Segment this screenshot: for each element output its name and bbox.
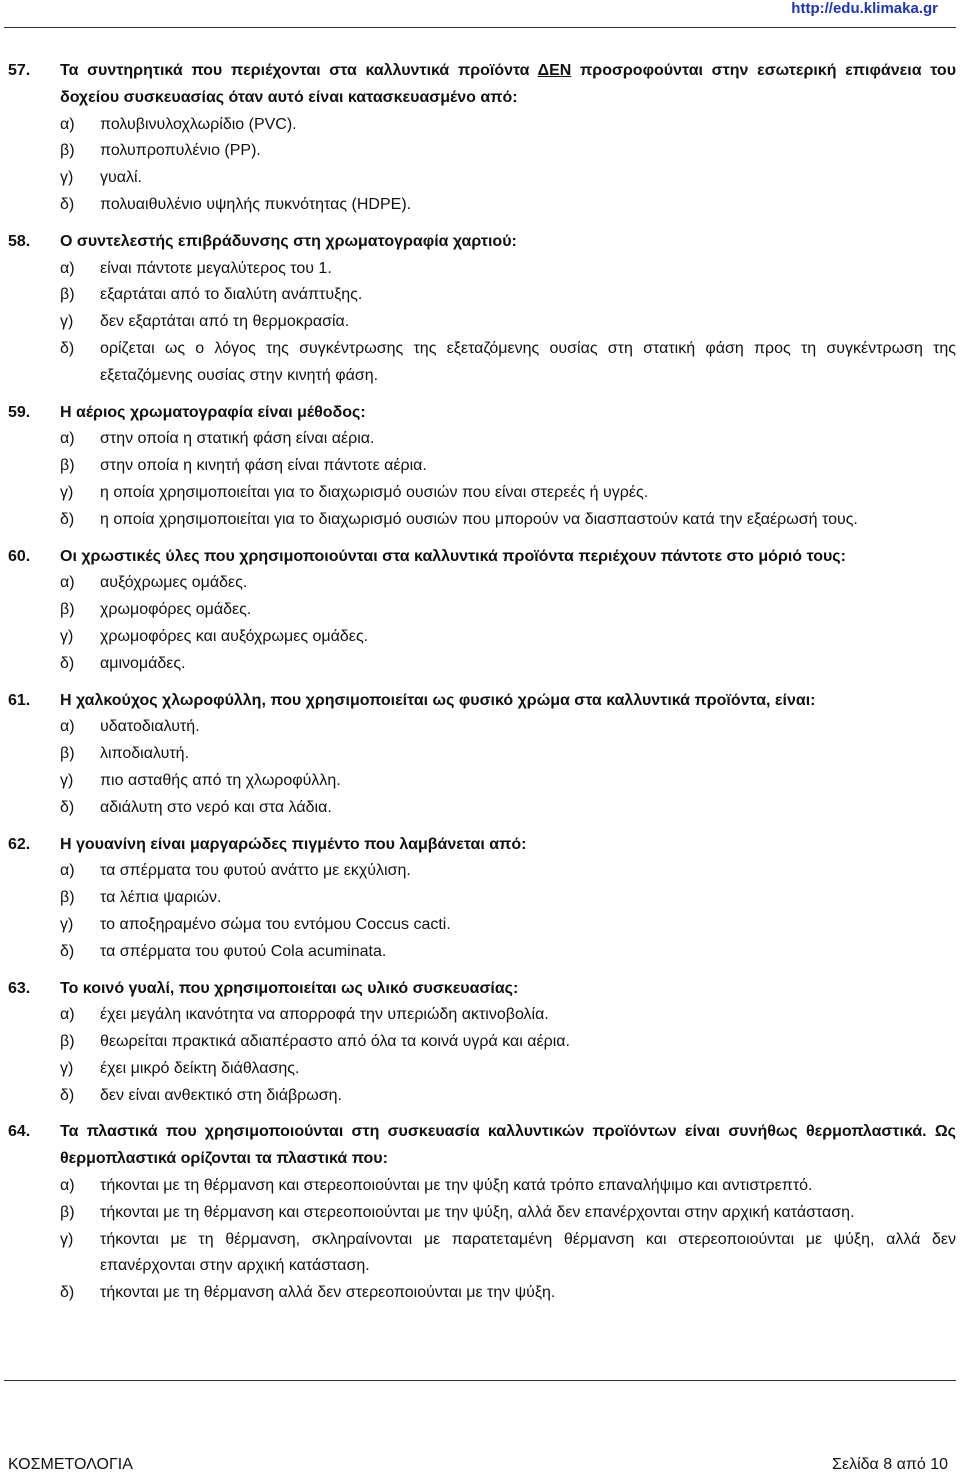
answer-option — [60, 192, 956, 219]
question-text: Οι χρωστικές ύλες που χρησιμοποιούνται στα καλλυντικά προϊόντα περιέχουν πάντοτε στο μόριό τους: — [60, 547, 846, 565]
option-text: στην οποία η κινητή φάση είναι πάντοτε αέρια. — [100, 457, 427, 475]
option-text: εξαρτάται από το διαλύτη ανάπτυξης. — [100, 286, 363, 304]
answer-option — [60, 768, 956, 795]
answer-option — [60, 858, 956, 885]
option-text: τήκονται με τη θέρμανση αλλά δεν στερεοποιούνται με την ψύξη. — [100, 1284, 556, 1302]
option-letter: γ) — [60, 1230, 74, 1248]
option-letter: β) — [60, 601, 75, 619]
answer-option — [60, 282, 956, 309]
question-number: 64. — [8, 1123, 31, 1141]
top-divider — [4, 27, 956, 28]
option-text: χρωμοφόρες ομάδες. — [100, 601, 252, 619]
option-letter: α) — [60, 1177, 75, 1195]
option-letter: δ) — [60, 798, 75, 816]
question-text: Ο συντελεστής επιβράδυνσης στη χρωματογραφία χαρτιού: — [60, 232, 517, 250]
question-57 — [8, 58, 956, 219]
option-text: υδατοδιαλυτή. — [100, 718, 200, 736]
option-text: γυαλί. — [100, 169, 142, 187]
question-number: 60. — [8, 547, 31, 565]
option-text: τήκονται με τη θέρμανση και στερεοποιούνται με την ψύξη κατά τρόπο επαναλήψιμο και αντιστρεπτό. — [100, 1177, 813, 1195]
option-text: δεν είναι ανθεκτικό στη διάβρωση. — [100, 1086, 342, 1104]
option-letter: δ) — [60, 339, 75, 357]
question-number: 59. — [8, 403, 31, 421]
footer-subject: ΚΟΣΜΕΤΟΛΟΓΙΑ — [8, 1456, 133, 1473]
answer-option — [60, 426, 956, 453]
answer-option — [60, 112, 956, 139]
footer-page-number: Σελίδα 8 από 10 — [832, 1456, 948, 1473]
question-header — [8, 229, 956, 256]
question-64 — [8, 1119, 956, 1307]
question-number: 61. — [8, 691, 31, 709]
option-text: τήκονται με τη θέρμανση και στερεοποιούνται με την ψύξη, αλλά δεν επανέρχονται στην αρχική κατάσταση. — [100, 1203, 855, 1221]
answer-option — [60, 1227, 956, 1281]
option-letter: β) — [60, 457, 75, 475]
question-number: 63. — [8, 979, 31, 997]
option-letter: α) — [60, 115, 75, 133]
option-text: ορίζεται ως ο λόγος της συγκέντρωσης της εξεταζόμενης ουσίας στη στατική φάση προς τη συγκέντρωση της εξεταζόμενης ουσίας στην κινητή φάση. — [100, 339, 956, 384]
option-text: τα λέπια ψαριών. — [100, 889, 222, 907]
answer-option — [60, 1083, 956, 1110]
question-text-part: προσροφούνται στην εσωτερική επιφάνεια του δοχείου συσκευασίας όταν αυτό είναι κατασκευασμένο από: — [60, 62, 957, 106]
option-text: τα σπέρματα του φυτού ανάττο με εκχύλιση. — [100, 862, 411, 880]
option-text: θεωρείται πρακτικά αδιαπέραστο από όλα τα κοινά υγρά και αέρια. — [100, 1033, 570, 1051]
option-letter: β) — [60, 286, 75, 304]
option-text: λιποδιαλυτή. — [100, 745, 190, 763]
question-header — [8, 544, 956, 571]
question-number: 58. — [8, 232, 31, 250]
option-text: αδιάλυτη στο νερό και στα λάδια. — [100, 798, 332, 816]
question-number: 57. — [8, 62, 31, 79]
option-list — [60, 1002, 956, 1109]
option-letter: δ) — [60, 942, 75, 960]
option-list — [60, 714, 956, 821]
answer-option — [60, 1173, 956, 1200]
question-text: Η γουανίνη είναι μαργαρώδες πιγμέντο που λαμβάνεται από: — [60, 835, 527, 853]
question-60 — [8, 544, 956, 678]
option-letter: α) — [60, 259, 75, 277]
question-text — [60, 58, 956, 112]
question-text: Το κοινό γυαλί, που χρησιμοποιείται ως υλικό συσκευασίας: — [60, 979, 519, 997]
option-letter: α) — [60, 718, 75, 736]
bottom-divider — [4, 1380, 956, 1381]
answer-option — [60, 138, 956, 165]
question-58 — [8, 229, 956, 390]
answer-option — [60, 795, 956, 822]
option-letter: α) — [60, 1006, 75, 1024]
option-text: έχει μεγάλη ικανότητα να απορροφά την υπεριώδη ακτινοβολία. — [100, 1006, 549, 1024]
question-list — [8, 58, 956, 1317]
answer-option — [60, 597, 956, 624]
option-letter: δ) — [60, 1284, 75, 1302]
option-letter: α) — [60, 574, 75, 592]
question-number: 62. — [8, 835, 31, 853]
question-header — [8, 832, 956, 859]
option-list — [60, 112, 956, 219]
option-letter: α) — [60, 430, 75, 448]
answer-option — [60, 1056, 956, 1083]
answer-option — [60, 309, 956, 336]
option-list — [60, 570, 956, 677]
answer-option — [60, 1029, 956, 1056]
option-letter: δ) — [60, 1086, 75, 1104]
option-text: η οποία χρησιμοποιείται για το διαχωρισμό ουσιών που μπορούν να διασπαστούν κατά την εξαέρωσή τους. — [100, 510, 858, 528]
option-letter: δ) — [60, 195, 75, 213]
answer-option — [60, 480, 956, 507]
answer-option — [60, 939, 956, 966]
option-text: έχει μικρό δείκτη διάθλασης. — [100, 1059, 300, 1077]
option-letter: δ) — [60, 654, 75, 672]
answer-option — [60, 1280, 956, 1307]
question-header — [8, 1119, 956, 1173]
answer-option — [60, 741, 956, 768]
answer-option — [60, 256, 956, 283]
question-text-emphasis: ΔΕΝ — [537, 62, 572, 79]
option-list — [60, 858, 956, 965]
option-text: χρωμοφόρες και αυξόχρωμες ομάδες. — [100, 627, 369, 645]
option-letter: β) — [60, 745, 75, 763]
option-text: τα σπέρματα του φυτού Cola acuminata. — [100, 942, 387, 960]
answer-option — [60, 1200, 956, 1227]
answer-option — [60, 624, 956, 651]
question-header — [8, 976, 956, 1003]
option-text: αμινομάδες. — [100, 654, 186, 672]
option-letter: β) — [60, 142, 75, 160]
option-letter: γ) — [60, 483, 74, 501]
option-text: πολυπροπυλένιο (PP). — [100, 142, 261, 160]
option-text: πιο ασταθής από τη χλωροφύλλη. — [100, 771, 341, 789]
option-text: είναι πάντοτε μεγαλύτερος του 1. — [100, 259, 332, 277]
option-text: τήκονται με τη θέρμανση, σκληραίνονται με παρατεταμένη θέρμανση και στερεοποιούνται με ψύξη, αλλά δεν επανέρχονται στην αρχική κατάσταση. — [100, 1230, 956, 1275]
option-text: δεν εξαρτάται από τη θερμοκρασία. — [100, 313, 350, 331]
option-list — [60, 426, 956, 533]
answer-option — [60, 912, 956, 939]
answer-option — [60, 165, 956, 192]
option-letter: β) — [60, 889, 75, 907]
answer-option — [60, 714, 956, 741]
answer-option — [60, 507, 956, 534]
option-letter: γ) — [60, 169, 74, 187]
answer-option — [60, 453, 956, 480]
header-url[interactable]: http://edu.klimaka.gr — [791, 0, 938, 17]
answer-option — [60, 336, 956, 390]
question-header — [8, 688, 956, 715]
option-letter: β) — [60, 1203, 75, 1221]
question-62 — [8, 832, 956, 966]
question-text: Τα πλαστικά που χρησιμοποιούνται στη συσκευασία καλλυντικών προϊόντων είναι συνήθως θερμοπλαστικά. Ως θερμοπλαστικά ορίζονται τα πλαστικά που: — [60, 1123, 956, 1168]
question-header — [8, 400, 956, 427]
question-text: Η χαλκούχος χλωροφύλλη, που χρησιμοποιείται ως φυσικό χρώμα στα καλλυντικά προϊόντα, είναι: — [60, 691, 816, 709]
question-63 — [8, 976, 956, 1110]
answer-option — [60, 651, 956, 678]
option-letter: γ) — [60, 771, 74, 789]
option-letter: γ) — [60, 1059, 74, 1077]
question-header — [8, 58, 956, 112]
option-letter: α) — [60, 862, 75, 880]
question-text: Η αέριος χρωματογραφία είναι μέθοδος: — [60, 403, 366, 421]
option-list — [60, 256, 956, 390]
question-59 — [8, 400, 956, 534]
option-list — [60, 1173, 956, 1307]
answer-option — [60, 570, 956, 597]
option-letter: δ) — [60, 510, 75, 528]
option-letter: β) — [60, 1033, 75, 1051]
option-text: αυξόχρωμες ομάδες. — [100, 574, 248, 592]
answer-option — [60, 1002, 956, 1029]
option-text: το αποξηραμένο σώμα του εντόμου Coccus cacti. — [100, 915, 451, 933]
option-text: πολυαιθυλένιο υψηλής πυκνότητας (HDPE). — [100, 195, 412, 213]
question-text-part: Τα συντηρητικά που περιέχονται στα καλλυντικά προϊόντα — [60, 62, 538, 79]
option-text: πολυβινυλοχλωρίδιο (PVC). — [100, 115, 297, 133]
answer-option — [60, 885, 956, 912]
option-letter: γ) — [60, 915, 74, 933]
option-text: στην οποία η στατική φάση είναι αέρια. — [100, 430, 375, 448]
question-61 — [8, 688, 956, 822]
option-letter: γ) — [60, 313, 74, 331]
option-text: η οποία χρησιμοποιείται για το διαχωρισμό ουσιών που είναι στερεές ή υγρές. — [100, 483, 649, 501]
option-letter: γ) — [60, 627, 74, 645]
